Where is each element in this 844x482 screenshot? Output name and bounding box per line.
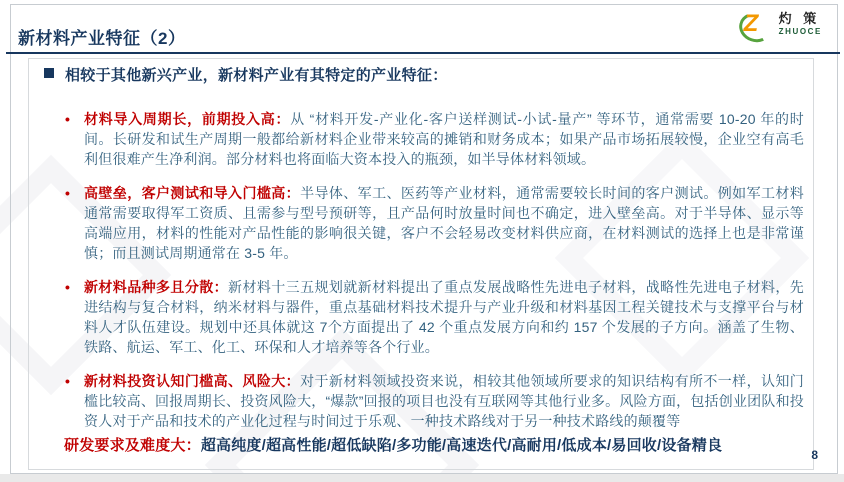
bullet-marker-icon: • (65, 373, 71, 389)
footer-lead: 研发要求及难度大： (64, 437, 201, 454)
key-statement (44, 64, 448, 85)
footer-highlight-line (64, 434, 820, 455)
square-bullet-icon (44, 68, 54, 78)
bullet-body: 半导体、军工、医药等产业材料，通常需要较长时间的客户测试。例如军工材料通常需要取得军工资质、且需参与型号预研等，且产品何时放量时间也不确定，进入壁垒高。对于半导体、显示等高端应用，材料的性能对产品性能的影响很关键，客户不会轻易改变材料供应商，在材料测试的选择上也是非常谨慎；而且测试周期通常在 3-5 年。 (84, 185, 804, 261)
z-logo-icon: Z (739, 9, 772, 39)
brand-name-en: ZHUOCE (778, 26, 822, 36)
bullet-lead: 材料导入周期长，前期投入高： (84, 111, 291, 127)
bullet-item (64, 109, 804, 169)
bullet-body: 对于新材料领域投资来说，相较其他领域所要求的知识结构有所不一样，认知门槛比较高、回报周期长、投资风险大，“爆款”回报的项目也没有互联网等其他行业多。风险方面，包括创业团队和投资人对于产品和技术的产业化过程与时间过于乐观、一种技术路线对于另一种技术路线的颠覆等 (84, 373, 804, 429)
brand-text (779, 12, 822, 36)
brand-name: 灼 策 (778, 10, 821, 26)
key-statement-text: 相较于其他新兴产业，新材料产业有其特定的产业特征： (65, 67, 448, 84)
bullet-lead: 新材料品种多且分散： (84, 279, 229, 295)
bullet-marker-icon: • (65, 111, 71, 127)
bullet-lead: 高壁垒，客户测试和导入门槛高： (84, 185, 301, 201)
bullet-body: 从 “材料开发-产业化-客户送样测试-小试-量产” 等环节，通常需要 10-20 年的时间。长研发和试生产周期一般都给新材料企业带来较高的摊销和财务成本；如果产品市场拓展较慢，企业空有高毛利但很难产生净利润。部分材料也将面临大资本投入的瓶颈，如半导体材料领域。 (84, 111, 804, 167)
bullet-item (64, 277, 804, 357)
page-title: 新材料产业特征（2） (18, 29, 186, 48)
footer-body: 超高纯度/超高性能/超低缺陷/多功能/高速迭代/高耐用/低成本/易回收/设备精良 (200, 437, 723, 454)
bullet-lead: 新材料投资认知门槛高、风险大： (84, 373, 301, 389)
bottom-strip (0, 474, 844, 482)
bullet-marker-icon: • (65, 279, 71, 295)
bullet-marker-icon: • (65, 185, 71, 201)
bullet-body: 新材料十三五规划就新材料提出了重点发展战略性先进电子材料，战略性先进电子材料，先进结构与复合材料，纳米材料与器件，重点基础材料技术提升与产业升级和材料基因工程关键技术与支撑平台与材料人才队伍建设。规划中还具体就这 7个方面提出了 42 个重点发展方向和约 157 个发展的子方向。涵盖了生物、铁路、航运、军工、化工、环保和人才培养等各个行业。 (84, 279, 805, 355)
bullet-item (64, 371, 804, 431)
title-rule (6, 52, 840, 54)
brand-logo (739, 9, 822, 39)
bullet-item (64, 183, 804, 263)
bullet-list (64, 95, 804, 443)
page-number: 8 (811, 448, 818, 462)
